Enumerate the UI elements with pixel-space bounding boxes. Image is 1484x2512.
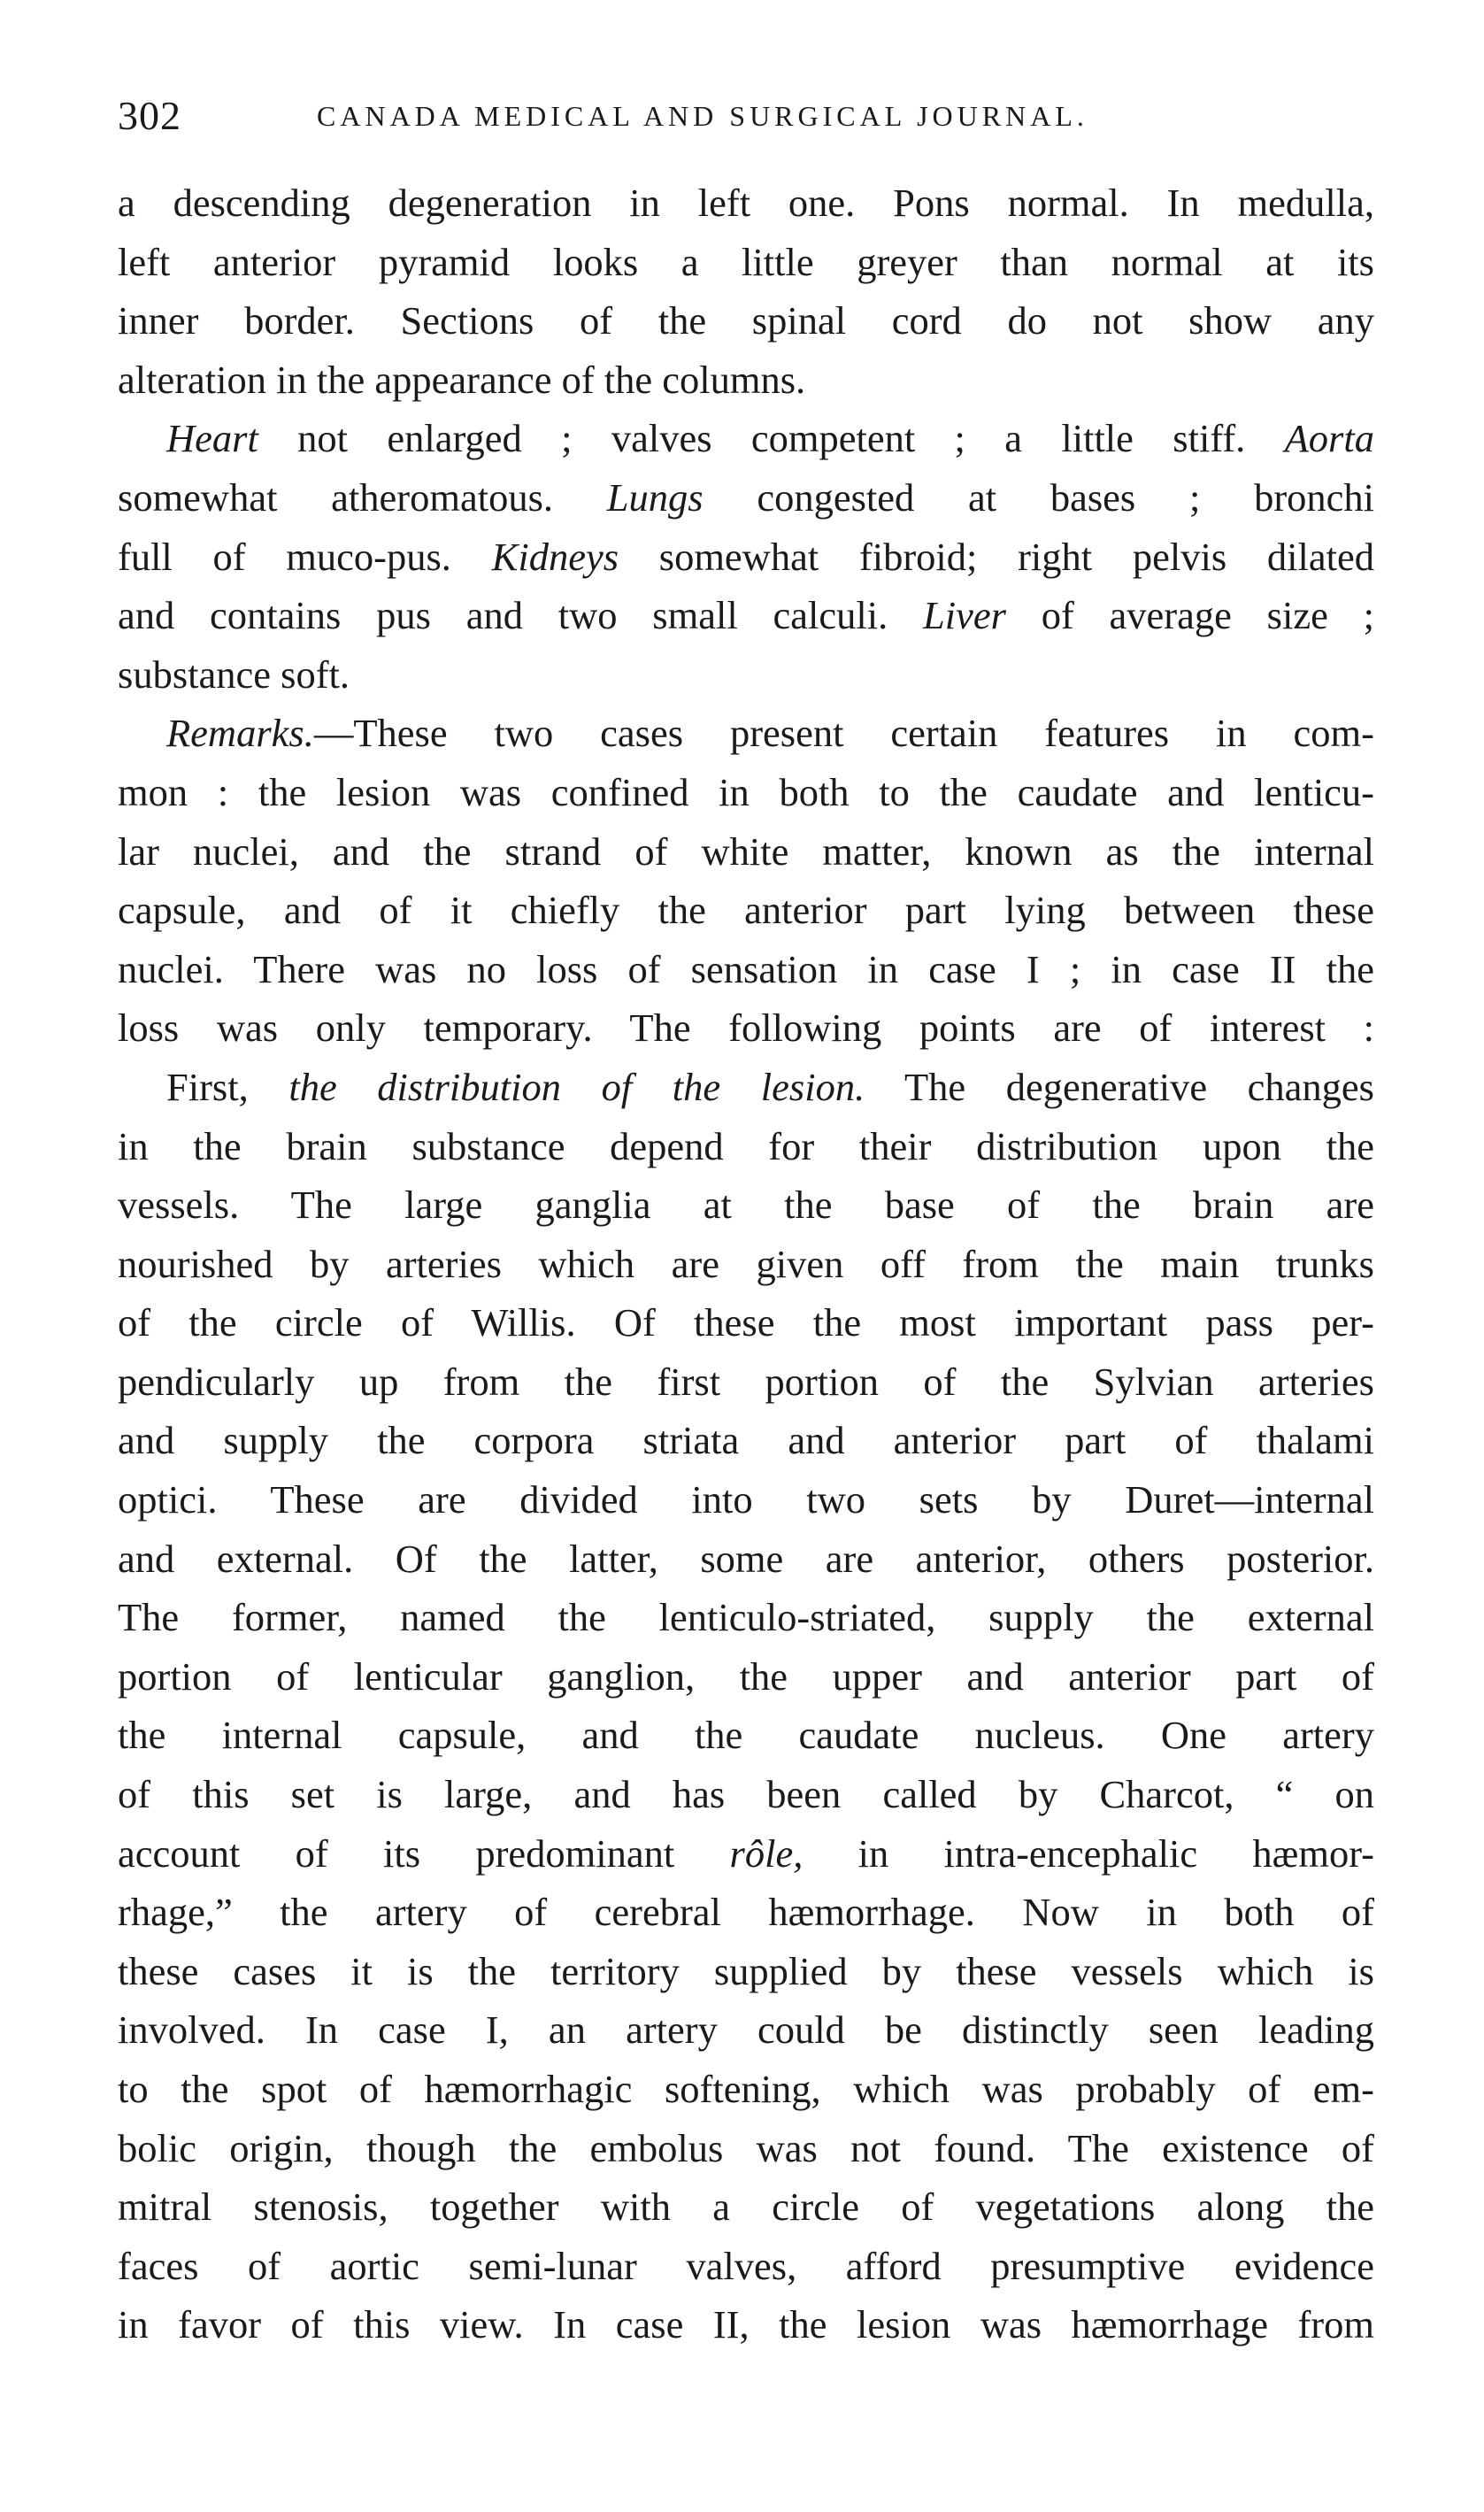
text-line-content <box>118 1411 1374 1470</box>
text-line <box>118 1824 1374 1884</box>
text-run: The former, named the lenticulo-striated, supply the external <box>118 1595 1374 1640</box>
text-run: of average size ; <box>1005 593 1374 638</box>
text-line <box>118 1942 1374 2001</box>
text-line <box>118 998 1374 1058</box>
text-run: The degenerative changes <box>865 1064 1374 1109</box>
text-run: full of muco-pus. <box>118 534 492 579</box>
text-line <box>118 1883 1374 1942</box>
text-line-content <box>118 2000 1374 2060</box>
text-line-content <box>118 2237 1374 2296</box>
text-line-content <box>118 2177 1374 2237</box>
text-line-content <box>118 351 1374 410</box>
text-line-content <box>166 704 1374 763</box>
text-run: —These two cases present certain features in com- <box>313 711 1374 756</box>
text-line-content <box>118 1530 1374 1589</box>
text-line <box>118 528 1374 587</box>
text-line-content <box>118 881 1374 940</box>
text-line <box>118 1175 1374 1235</box>
text-run: inner border. Sections of the spinal cord do not show any <box>118 298 1374 343</box>
text-line-content <box>118 1883 1374 1942</box>
text-line-content <box>118 2119 1374 2178</box>
text-run: a descending degeneration in left one. Pons normal. In medulla, <box>118 181 1374 225</box>
text-line-content <box>118 2060 1374 2119</box>
text-run: to the spot of hæmorrhagic softening, which was probably of em- <box>118 2067 1374 2111</box>
text-line-content <box>118 586 1374 645</box>
text-line-content <box>118 1352 1374 1412</box>
text-run: pendicularly up from the first portion of the Sylvian arteries <box>118 1359 1374 1404</box>
text-line <box>118 586 1374 645</box>
text-line <box>118 1117 1374 1176</box>
text-line-content <box>118 1235 1374 1294</box>
text-run: somewhat fibroid; right pelvis dilated <box>619 534 1374 579</box>
text-line <box>118 173 1374 233</box>
text-run: nourished by arteries which are given off from the main trunks <box>118 1241 1374 1286</box>
text-line <box>118 1411 1374 1470</box>
text-line-content <box>118 822 1374 882</box>
text-line-content <box>118 1942 1374 2001</box>
text-run: capsule, and of it chiefly the anterior part lying between these <box>118 888 1374 933</box>
text-line-content <box>118 645 1374 705</box>
italic-text: Aorta <box>1284 416 1374 461</box>
running-head <box>118 85 1374 147</box>
text-line <box>118 2237 1374 2296</box>
page-number: 302 <box>118 93 181 138</box>
italic-text: rôle, <box>729 1830 804 1876</box>
text-run: faces of aortic semi-lunar valves, afford presumptive evidence <box>118 2243 1374 2288</box>
text-run: vessels. The large ganglia at the base of the brain are <box>118 1183 1374 1228</box>
text-line <box>118 2060 1374 2119</box>
text-run: optici. These are divided into two sets by Duret—internal <box>118 1477 1374 1522</box>
text-run: portion of lenticular ganglion, the upper and anterior part of <box>118 1653 1374 1699</box>
text-line-content <box>118 1293 1374 1352</box>
text-run: mitral stenosis, together with a circle of vegetations along the <box>118 2185 1374 2230</box>
text-line-content <box>118 1647 1374 1707</box>
journal-title: CANADA MEDICAL AND SURGICAL JOURNAL. <box>317 100 1088 132</box>
text-line-content <box>118 940 1374 999</box>
text-line-content <box>118 291 1374 351</box>
text-run: alteration in the appearance of the columns. <box>118 357 806 402</box>
text-line-content <box>118 1706 1374 1765</box>
text-line-content <box>118 468 1374 528</box>
text-run: in the brain substance depend for their distribution upon the <box>118 1123 1374 1168</box>
text-line <box>118 291 1374 351</box>
italic-text: Liver <box>922 593 1006 638</box>
text-line <box>118 351 1374 410</box>
text-run: loss was only temporary. The following points are of interest : <box>118 1006 1374 1051</box>
text-run: left anterior pyramid looks a little greyer than normal at its <box>118 239 1374 284</box>
italic-text: the distribution of the lesion. <box>288 1064 865 1109</box>
text-line <box>118 940 1374 999</box>
text-line-content <box>118 1588 1374 1647</box>
text-line <box>118 1293 1374 1352</box>
text-line <box>118 468 1374 528</box>
text-run: in favor of this view. In case II, the lesion was hæmorrhage from <box>118 2302 1374 2347</box>
text-line-content <box>118 763 1374 822</box>
text-line-content <box>118 1175 1374 1235</box>
text-line <box>118 704 1374 763</box>
text-line <box>118 2000 1374 2060</box>
text-line-content <box>118 173 1374 233</box>
text-line <box>118 1058 1374 1117</box>
text-line <box>118 763 1374 822</box>
body-text <box>118 173 1374 2354</box>
text-line <box>118 1235 1374 1294</box>
italic-text: Kidneys <box>491 534 619 579</box>
text-line-content <box>118 528 1374 587</box>
text-run: mon : the lesion was confined in both to the caudate and lenticu- <box>118 769 1374 814</box>
text-line <box>118 822 1374 882</box>
text-line-content <box>118 1470 1374 1530</box>
text-line <box>118 2295 1374 2354</box>
text-run: in intra-encephalic hæmor- <box>803 1830 1374 1876</box>
text-line-content <box>166 1058 1374 1117</box>
text-line-content <box>118 1117 1374 1176</box>
text-run: and contains pus and two small calculi. <box>118 593 923 638</box>
text-line <box>118 2119 1374 2178</box>
text-run: account of its predominant <box>118 1830 730 1876</box>
text-run: involved. In case I, an artery could be distinctly seen leading <box>118 2007 1374 2053</box>
text-run: and external. Of the latter, some are anterior, others posterior. <box>118 1536 1374 1581</box>
text-line <box>118 1647 1374 1707</box>
text-line <box>118 1588 1374 1647</box>
text-line <box>118 233 1374 292</box>
text-line <box>118 645 1374 705</box>
italic-text: Heart <box>166 416 258 461</box>
italic-text: Lungs <box>606 474 704 520</box>
text-line <box>118 1470 1374 1530</box>
text-run: somewhat atheromatous. <box>118 474 607 520</box>
italic-text: Remarks. <box>166 711 314 756</box>
text-line-content <box>118 233 1374 292</box>
text-line <box>118 2177 1374 2237</box>
text-line <box>118 1530 1374 1589</box>
text-run: nuclei. There was no loss of sensation in case I ; in case II the <box>118 946 1374 991</box>
text-run: First, <box>166 1064 289 1109</box>
text-line-content <box>166 409 1374 468</box>
text-run: rhage,” the artery of cerebral hæmorrhage. Now in both of <box>118 1890 1374 1935</box>
text-run: not enlarged ; valves competent ; a little stiff. <box>258 416 1285 461</box>
text-line <box>118 1352 1374 1412</box>
text-run: the internal capsule, and the caudate nucleus. One artery <box>118 1713 1374 1758</box>
text-line-content <box>118 1824 1374 1884</box>
text-run: substance soft. <box>118 651 350 697</box>
text-run: lar nuclei, and the strand of white matter, known as the internal <box>118 828 1374 874</box>
text-run: and supply the corpora striata and anterior part of thalami <box>118 1418 1374 1463</box>
text-line-content <box>118 998 1374 1058</box>
text-run: of the circle of Willis. Of these the most important pass per- <box>118 1300 1374 1345</box>
text-run: bolic origin, though the embolus was not found. The existence of <box>118 2125 1374 2170</box>
text-line <box>118 1765 1374 1824</box>
text-line <box>118 881 1374 940</box>
text-line <box>118 1706 1374 1765</box>
text-line-content <box>118 1765 1374 1824</box>
text-run: these cases it is the territory supplied by these vessels which is <box>118 1948 1374 1993</box>
text-run: of this set is large, and has been called by Charcot, “ on <box>118 1772 1374 1817</box>
text-run: congested at bases ; bronchi <box>703 474 1374 520</box>
text-line <box>118 409 1374 468</box>
text-line-content <box>118 2295 1374 2354</box>
